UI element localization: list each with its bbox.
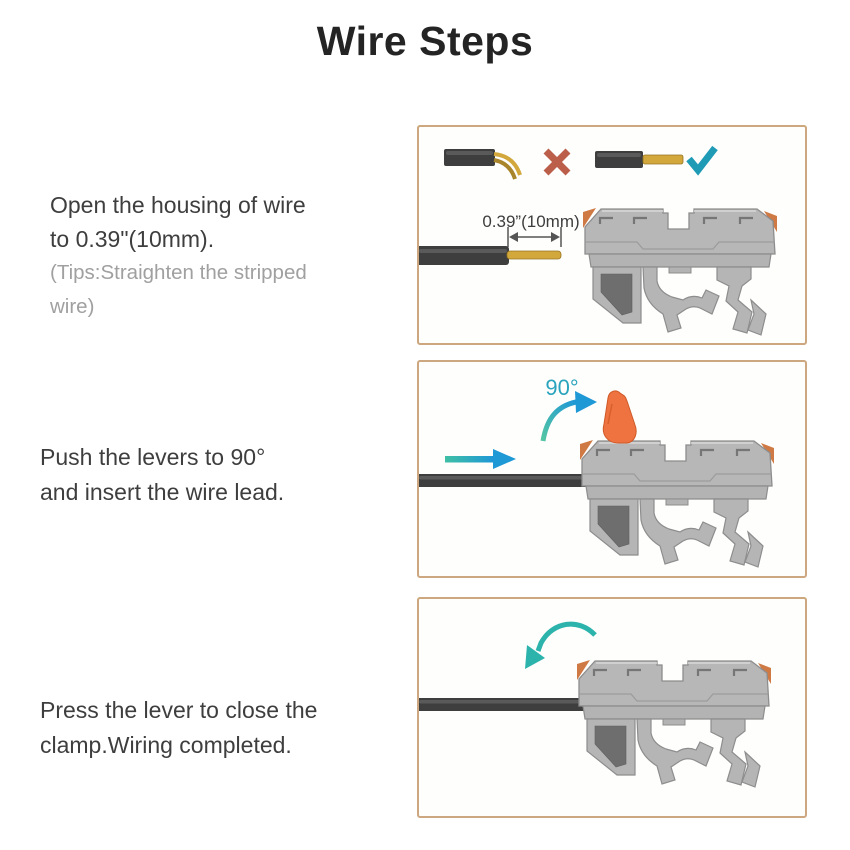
terminal-block-illustration (583, 208, 777, 335)
page-title: Wire Steps (316, 18, 534, 64)
step-1-text (50, 188, 307, 324)
step-1-line-1: Open the housing of wire (50, 192, 306, 218)
step-3-line-1: Press the lever to close the (40, 697, 318, 723)
step-3-panel (417, 597, 807, 818)
step-3-text (40, 693, 317, 763)
stripped-wire-illustration (419, 246, 561, 265)
step-2-panel (417, 360, 807, 578)
step-2-line-1: Push the levers to 90° (40, 444, 266, 470)
step-1-panel (417, 125, 807, 345)
x-icon (546, 151, 568, 173)
step-2-illustration (419, 362, 805, 576)
step-1-line-2: to 0.39"(10mm). (50, 226, 215, 252)
wire-illustration (419, 698, 587, 711)
step-3-line-2: clamp.Wiring completed. (40, 732, 292, 758)
strip-length-label: 0.39”(10mm) (482, 212, 580, 231)
angle-label: 90° (545, 375, 579, 400)
step-2-line-2: and insert the wire lead. (40, 479, 285, 505)
step-1-illustration (419, 127, 805, 343)
step-3-illustration (419, 599, 805, 816)
terminal-block-illustration (580, 440, 774, 567)
insert-arrow-icon (445, 449, 516, 469)
terminal-block-illustration (577, 660, 771, 787)
check-icon (689, 148, 715, 170)
lever-open (603, 391, 636, 443)
wire-illustration (419, 474, 589, 487)
straight-wire-illustration (595, 151, 683, 168)
step-1-tip-line-1: (Tips:Straighten the stripped (50, 261, 307, 284)
step-1-tip-line-2: wire) (50, 295, 95, 318)
strip-length-dimension (482, 212, 579, 247)
step-2-text (40, 440, 284, 510)
bent-wire-illustration (444, 149, 520, 179)
